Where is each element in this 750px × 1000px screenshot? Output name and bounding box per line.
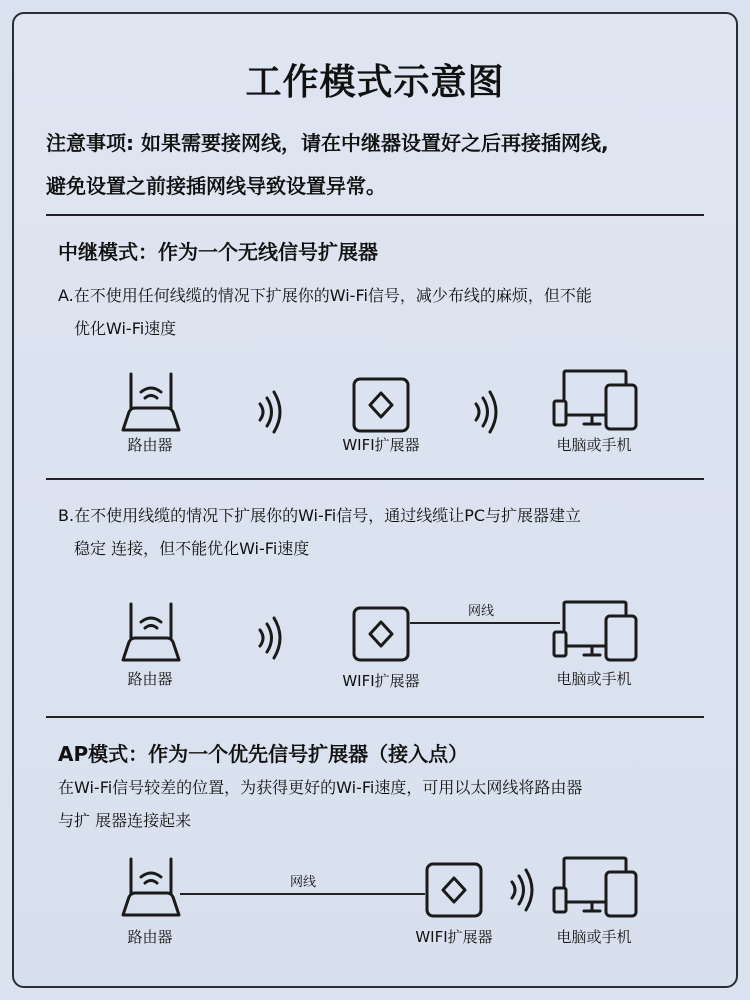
text-line: 优化Wi-Fi速度 [74, 319, 177, 338]
devices-label: 电脑或手机 [556, 928, 632, 946]
text-line: 与扩 展器连接起来 [58, 811, 192, 830]
router-label: 路由器 [127, 928, 173, 946]
text-line: 在Wi-Fi信号较差的位置，为获得更好的Wi-Fi速度，可用以太网线将路由器 [58, 778, 583, 797]
wireless-signal-icon [472, 390, 500, 434]
text-line: A.在不使用任何线缆的情况下扩展你的Wi-Fi信号，减少布线的麻烦，但不能 [58, 286, 592, 305]
divider [46, 478, 704, 480]
wireless-signal-icon [508, 868, 536, 912]
wifi-extender-icon [352, 606, 410, 662]
computer-phone-icon [552, 369, 638, 433]
computer-phone-icon [552, 856, 638, 920]
extender-label: WIFI扩展器 [342, 672, 420, 690]
page-title: 工作模式示意图 [245, 62, 505, 103]
ap-text [58, 771, 582, 837]
text-line: 稳定 连接，但不能优化Wi-Fi速度 [74, 539, 310, 558]
text-line: B.在不使用线缆的情况下扩展你的Wi-Fi信号，通过线缆让PC与扩展器建立 [58, 506, 582, 525]
repeater-heading: 中继模式：作为一个无线信号扩展器 [58, 240, 378, 264]
cable-label: 网线 [290, 875, 317, 890]
extender-label: WIFI扩展器 [342, 436, 420, 454]
router-icon [121, 602, 181, 662]
notice [46, 122, 726, 208]
router-icon [121, 372, 181, 432]
wifi-extender-icon [352, 377, 410, 433]
router-label: 路由器 [127, 670, 173, 688]
section-b-text [58, 499, 581, 565]
cable-label: 网线 [468, 604, 495, 619]
wireless-signal-icon [256, 616, 284, 660]
router-label: 路由器 [127, 436, 173, 454]
extender-label: WIFI扩展器 [415, 928, 493, 946]
devices-label: 电脑或手机 [556, 670, 632, 688]
divider [46, 716, 704, 718]
notice-line: 避免设置之前接插网线导致设置异常。 [46, 174, 386, 198]
cable-line [180, 893, 425, 895]
devices-label: 电脑或手机 [556, 436, 632, 454]
ap-heading: AP模式：作为一个优先信号扩展器（接入点） [58, 742, 469, 766]
wifi-extender-icon [425, 862, 483, 918]
notice-line: 注意事项: 如果需要接网线，请在中继器设置好之后再接插网线, [46, 131, 609, 155]
cable-line [410, 622, 560, 624]
section-a-text [58, 279, 592, 345]
wireless-signal-icon [256, 390, 284, 434]
computer-phone-icon [552, 600, 638, 664]
router-icon [121, 857, 181, 917]
divider [46, 214, 704, 216]
